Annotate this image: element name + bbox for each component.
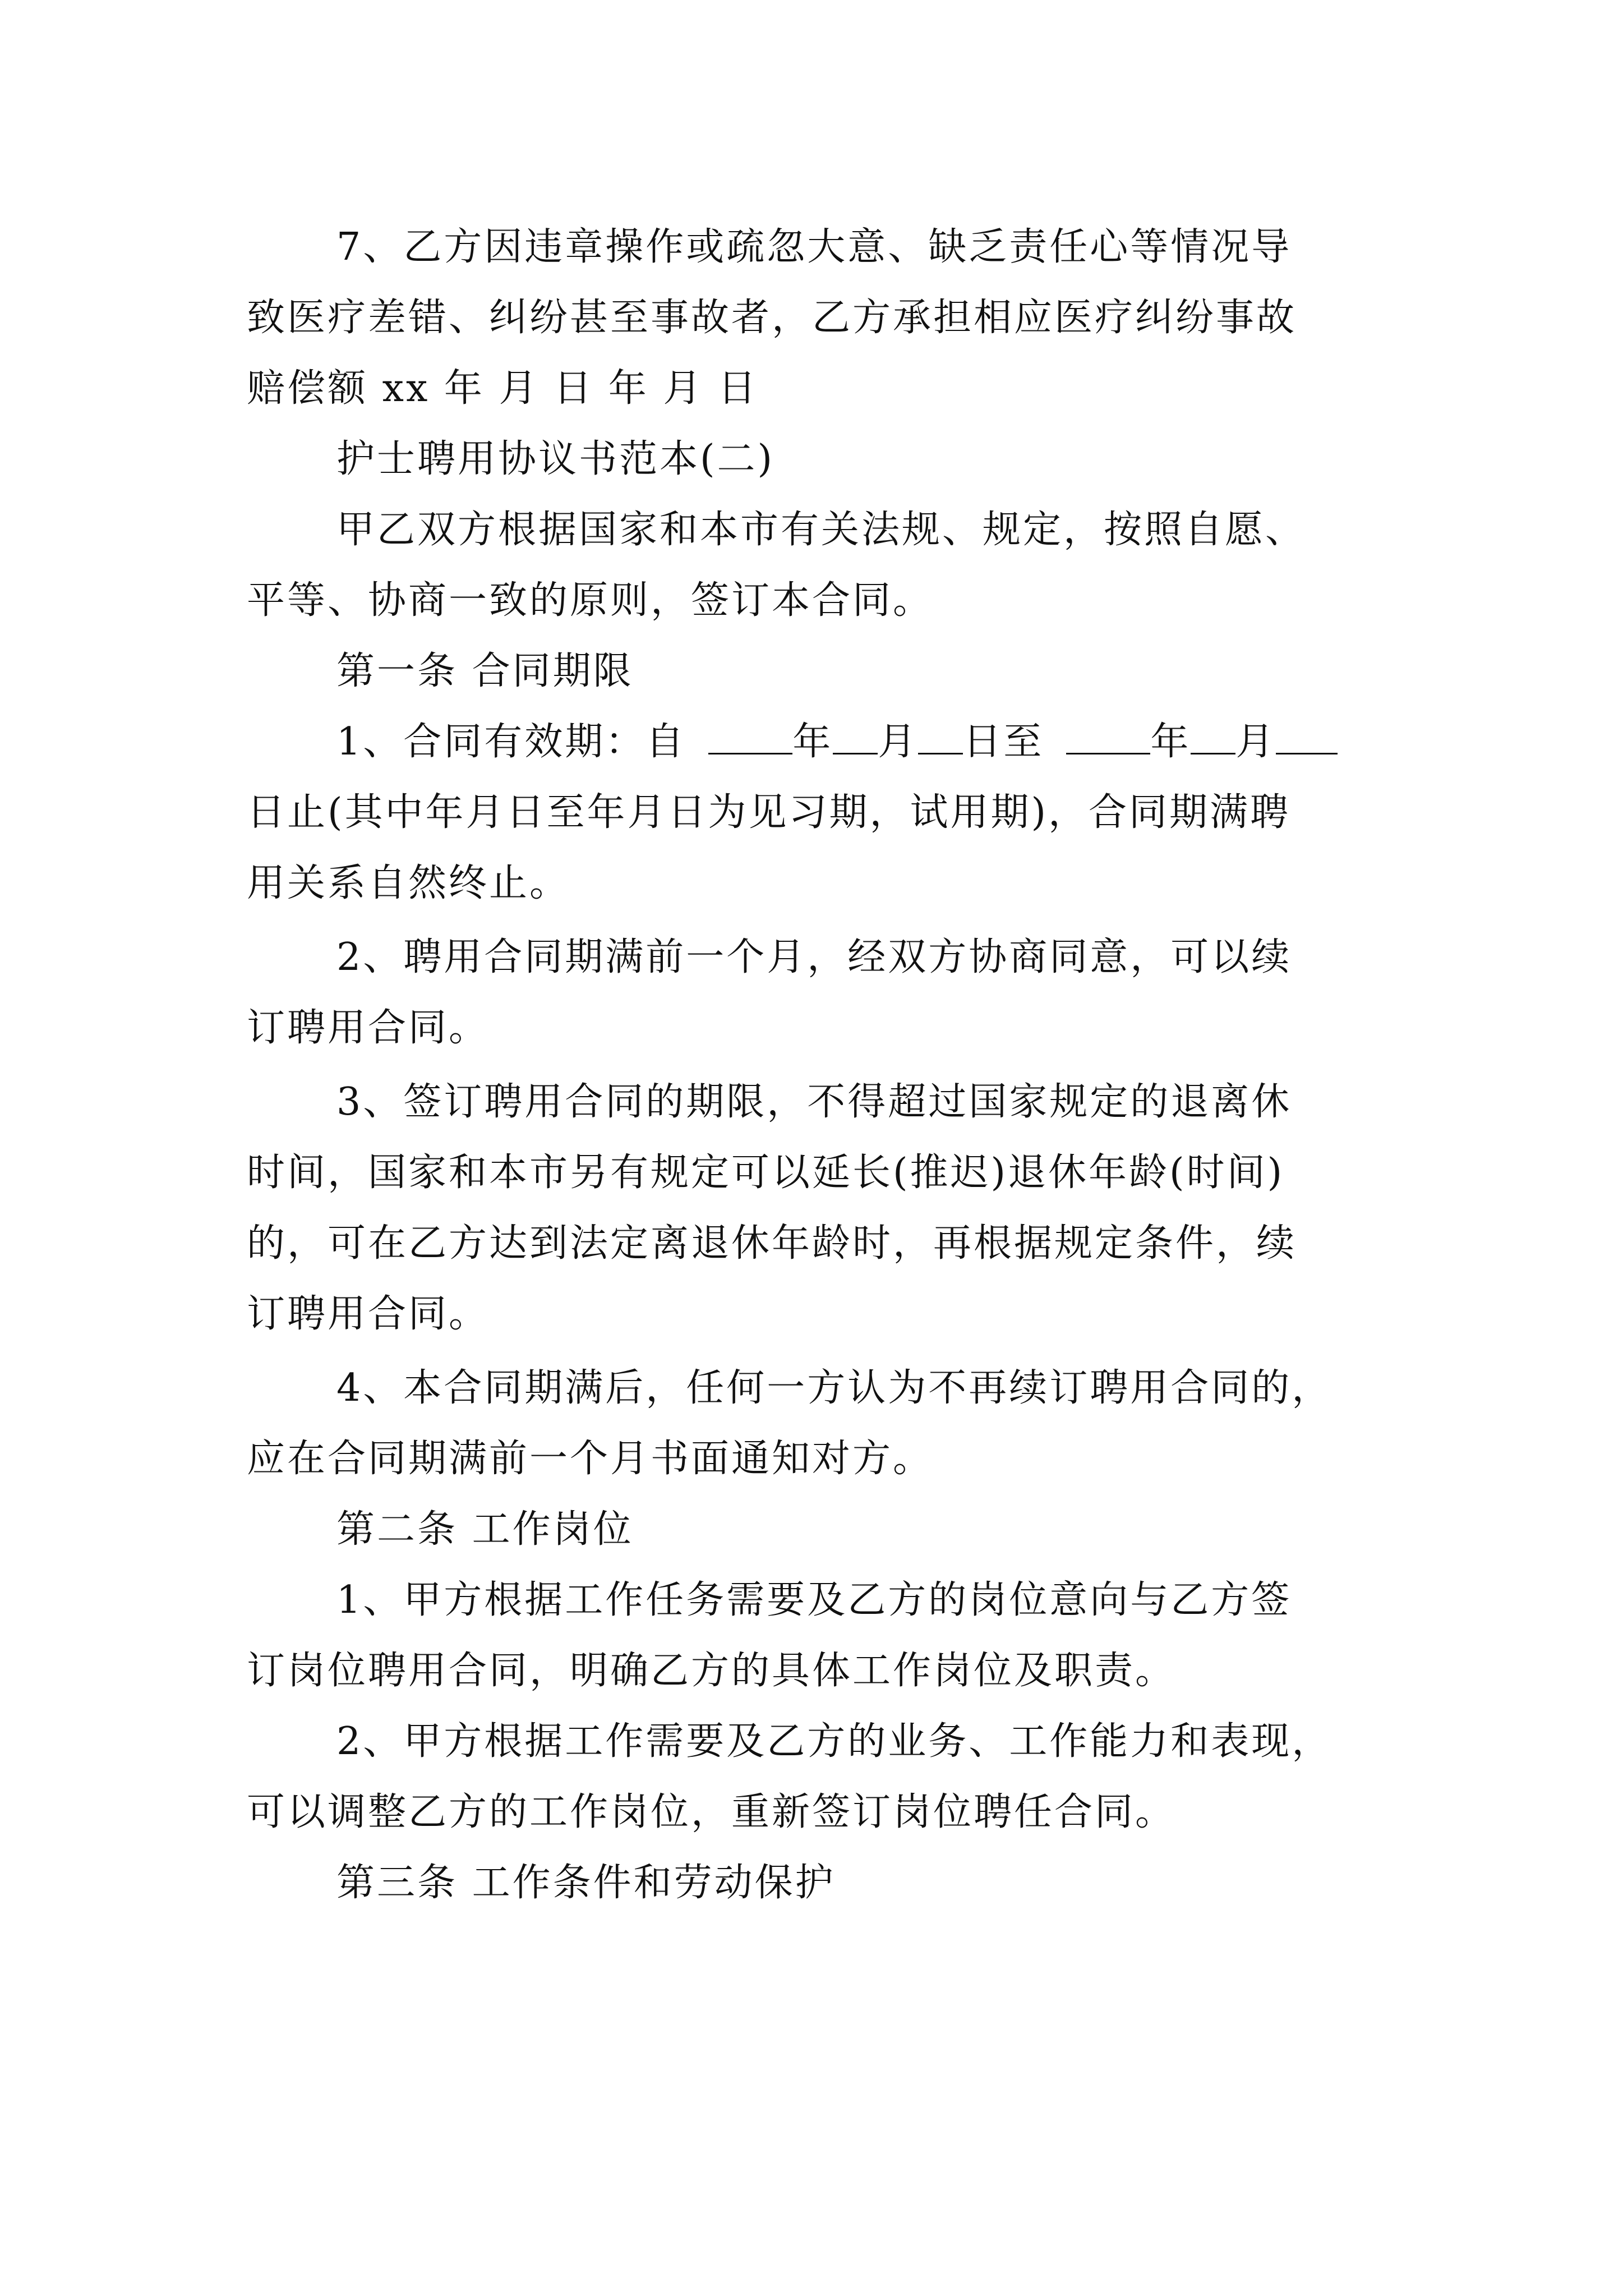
paragraph-article-1-item-3 [247, 1067, 1391, 1350]
text-span: 1、合同有效期：自 [336, 720, 686, 764]
article-1-heading: 第一条 合同期限 [336, 649, 634, 693]
text-line: 用关系自然终止。 [247, 861, 570, 905]
paragraph-article-1-item-1 [247, 707, 1391, 919]
blank-day-start [918, 721, 963, 754]
text-line: 订岗位聘用合同，明确乙方的具体工作岗位及职责。 [247, 1649, 1176, 1693]
paragraph-article-2-item-1 [247, 1565, 1391, 1706]
document-body [247, 212, 1391, 1918]
paragraph-article-1-item-4 [247, 1353, 1391, 1494]
text-span: 年 [1150, 720, 1191, 764]
text-line: 订聘用合同。 [247, 1006, 490, 1050]
text-span: 月 [878, 720, 919, 764]
text-span: 日至 [963, 720, 1044, 764]
text-line: 日止(其中年月日至年月日为见习期，试用期)，合同期满聘 [247, 790, 1291, 835]
blank-month-start [833, 721, 878, 754]
text-line: 赔偿额 xx 年 月 日 年 月 日 [247, 366, 759, 411]
text-line: 时间，国家和本市另有规定可以延长(推迟)退休年龄(时间) [247, 1151, 1285, 1195]
text-line: 1、甲方根据工作任务需要及乙方的岗位意向与乙方签 [336, 1578, 1292, 1622]
article-3-heading: 第三条 工作条件和劳动保护 [336, 1861, 836, 1905]
text-line: 可以调整乙方的工作岗位，重新签订岗位聘任合同。 [247, 1790, 1176, 1834]
paragraph-article-2-item-2 [247, 1706, 1391, 1848]
text-line: 应在合同期满前一个月书面通知对方。 [247, 1437, 934, 1481]
blank-year-end [1066, 721, 1150, 754]
text-line: 4、本合同期满后，任何一方认为不再续订聘用合同的， [336, 1366, 1332, 1410]
paragraph-clause-7 [247, 212, 1391, 424]
text-span: 年 [792, 720, 833, 764]
blank-month-end [1191, 721, 1235, 754]
text-line: 订聘用合同。 [247, 1292, 490, 1336]
text-line: 的，可在乙方达到法定离退休年龄时，再根据规定条件，续 [247, 1221, 1297, 1266]
paragraph-preamble [247, 495, 1391, 636]
text-line: 平等、协商一致的原则，签订本合同。 [247, 578, 934, 623]
paragraph-article-1-item-2 [247, 922, 1391, 1064]
text-line-with-blanks [247, 707, 1391, 777]
article-2-heading: 第二条 工作岗位 [336, 1507, 634, 1552]
section-title: 护士聘用协议书范本(二) [336, 437, 775, 481]
text-line: 致医疗差错、纠纷甚至事故者，乙方承担相应医疗纠纷事故 [247, 296, 1297, 340]
blank-day-end [1276, 721, 1338, 754]
text-line: 3、签订聘用合同的期限，不得超过国家规定的退离休 [336, 1080, 1292, 1124]
blank-year-start [708, 721, 792, 754]
text-line: 2、聘用合同期满前一个月，经双方协商同意，可以续 [336, 935, 1292, 979]
text-line: 7、乙方因违章操作或疏忽大意、缺乏责任心等情况导 [336, 225, 1292, 269]
text-line: 2、甲方根据工作需要及乙方的业务、工作能力和表现， [336, 1719, 1332, 1764]
text-line: 甲乙双方根据国家和本市有关法规、规定，按照自愿、 [336, 508, 1306, 552]
text-span: 月 [1235, 720, 1276, 764]
